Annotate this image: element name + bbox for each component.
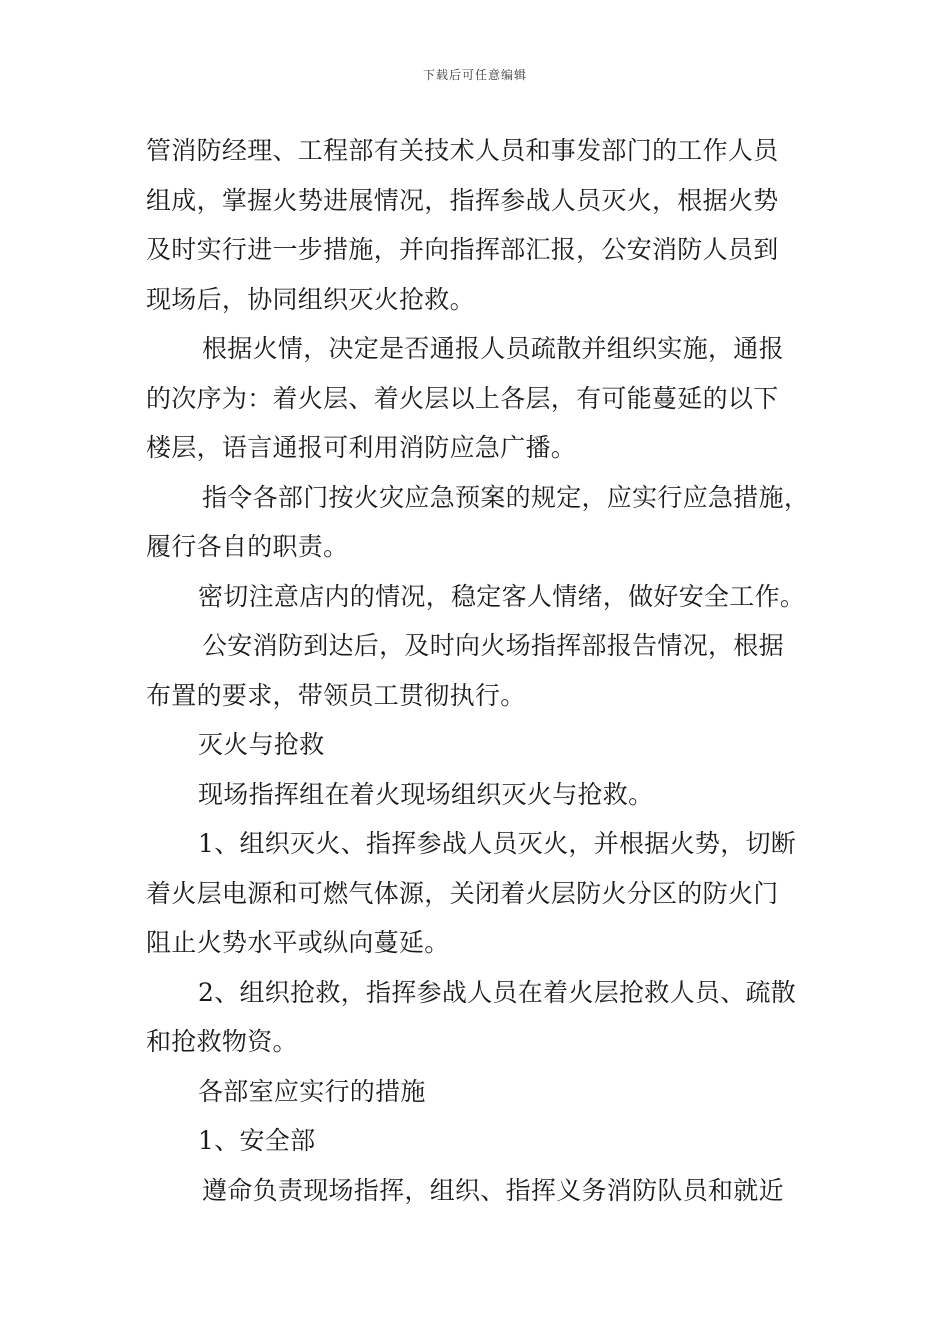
text-line: 的次序为：着火层、着火层以上各层，有可能蔓延的以下 bbox=[146, 383, 779, 413]
text-line: 现场指挥组在着火现场组织灭火与抢救。 bbox=[198, 779, 654, 809]
text-line: 遵命负责现场指挥，组织、指挥义务消防队员和就近 bbox=[202, 1175, 784, 1205]
text-line: 和抢救物资。 bbox=[146, 1027, 298, 1056]
text-line: 密切注意店内的情况，稳定客人情绪，做好安全工作。 bbox=[198, 581, 806, 611]
text-line: 阻止火势水平或纵向蔓延。 bbox=[146, 928, 450, 957]
text-line: 布置的要求，带领员工贯彻执行。 bbox=[146, 680, 526, 710]
text-line: 组成，掌握火势进展情况，指挥参战人员灭火，根据火势 bbox=[146, 185, 779, 215]
text-line: 楼层，语言通报可利用消防应急广播。 bbox=[146, 433, 577, 462]
page-header: 下载后可任意编辑 bbox=[422, 68, 527, 82]
text-line: 指令各部门按火灾应急预案的规定，应实行应急措施， bbox=[202, 482, 810, 512]
document-body bbox=[146, 126, 811, 1215]
text-line: 及时实行进一步措施，并向指挥部汇报，公安消防人员到 bbox=[146, 235, 779, 264]
text-line: 灭火与抢救 bbox=[198, 730, 325, 759]
text-line: 管消防经理、工程部有关技术人员和事发部门的工作人员 bbox=[146, 136, 779, 165]
text-line: 1、安全部 bbox=[198, 1126, 316, 1155]
text-line: 根据火情，决定是否通报人员疏散并组织实施，通报 bbox=[202, 334, 784, 363]
text-line: 1、组织灭火、指挥参战人员灭火，并根据火势，切断 bbox=[198, 829, 797, 858]
text-line: 各部室应实行的措施 bbox=[198, 1076, 426, 1106]
text-line: 现场后，协同组织灭火抢救。 bbox=[146, 284, 475, 314]
text-line: 公安消防到达后，及时向火场指挥部报告情况，根据 bbox=[202, 631, 784, 660]
text-line: 2、组织抢救，指挥参战人员在着火层抢救人员、疏散 bbox=[198, 977, 797, 1007]
text-line: 着火层电源和可燃气体源，关闭着火层防火分区的防火门 bbox=[146, 878, 779, 908]
text-line: 履行各自的职责。 bbox=[146, 532, 349, 561]
